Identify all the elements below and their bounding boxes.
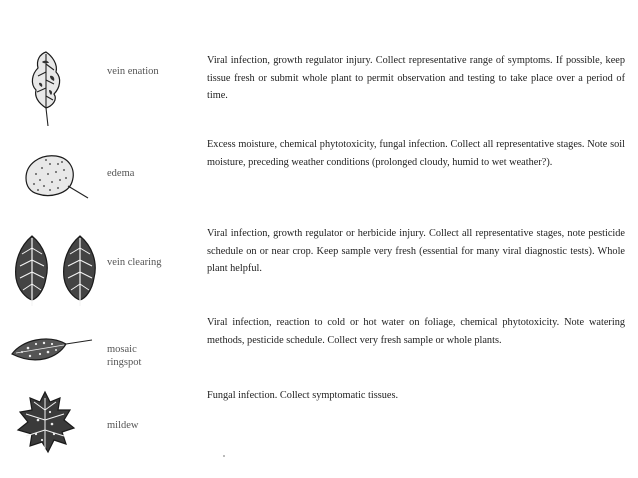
symptom-label-line: ringspot — [107, 357, 142, 368]
mildew-leaf-icon — [12, 390, 78, 456]
symptom-label: vein clearing — [107, 257, 162, 268]
stray-mark — [223, 455, 225, 457]
mosaic-ringspot-leaf-icon — [8, 332, 94, 370]
symptom-description: Viral infection, growth regulator or herbicide injury. Collect all representative stages, note pesticide schedule on or near crop. Keep sample very fresh (essential for many viral diagnostic tests). Whole plant helpful. — [207, 228, 625, 274]
edema-leaf-icon — [20, 150, 92, 202]
symptom-label-mosaic-ringspot — [107, 343, 141, 369]
vein-clearing-leaves-icon — [10, 232, 104, 310]
symptom-description: Viral infection, growth regulator injury. Collect representative range of symptoms. If possible, keep tissue fresh or submit whole plant to permit observation and testing to take place over a period of time. — [207, 55, 625, 101]
symptom-label: edema — [107, 168, 135, 179]
symptom-label: mildew — [107, 420, 139, 431]
symptom-label-line: mosaic — [107, 344, 137, 355]
symptom-description: Viral infection, reaction to cold or hot water on foliage, chemical phytotoxicity. Note watering methods, pesticide schedule. Collect very fresh sample or whole plants. — [207, 317, 625, 346]
symptom-description: Excess moisture, chemical phytotoxicity, fungal infection. Collect all representative stages. Note soil moisture, preceding weather conditions (prolonged cloudy, humid to wet weather?). — [207, 139, 625, 168]
symptom-description: Fungal infection. Collect symptomatic tissues. — [207, 390, 399, 401]
vein-enation-leaf-icon — [22, 48, 74, 128]
symptom-label: vein enation — [107, 66, 159, 77]
